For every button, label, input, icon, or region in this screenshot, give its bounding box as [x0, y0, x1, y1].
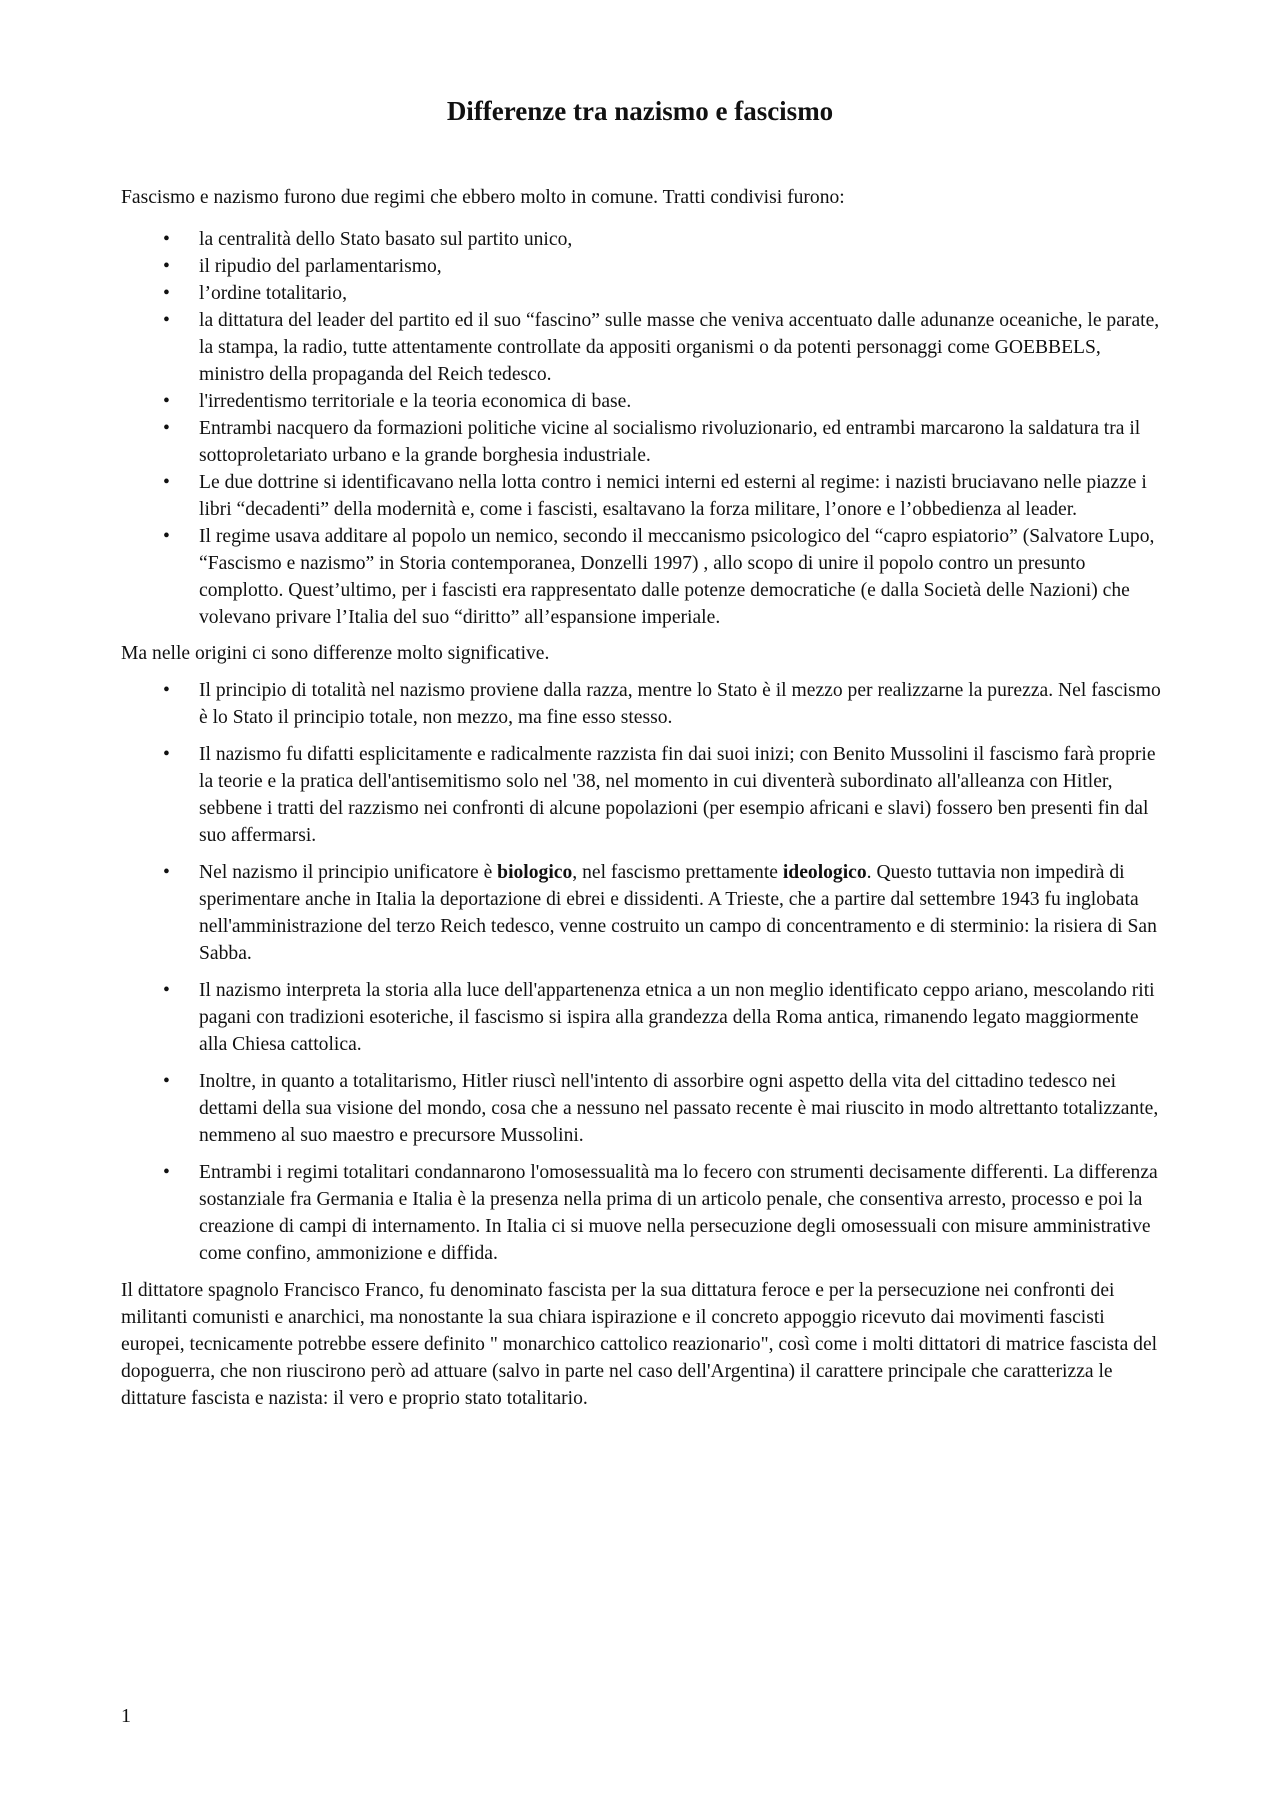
bullet-icon: •: [163, 862, 170, 883]
list-item: • Inoltre, in quanto a totalitarismo, Hitler riuscì nell'intento di assorbire ogni aspetto della vita del cittadino tedesco nei dettami della sua visione del mondo, cosa che a nessuno nel passato recente è mai riuscito in modo altrettanto totalizzante, nemmeno al suo maestro e precursore Mussolini.: [121, 1068, 1166, 1149]
list-item: • Il nazismo interpreta la storia alla luce dell'appartenenza etnica a un non meglio identificato ceppo ariano, mescolando riti pagani con tradizioni esoteriche, il fascismo si ispira alla grandezza della Roma antica, rimanendo legato maggiormente alla Chiesa cattolica.: [121, 977, 1166, 1058]
bullet-icon: •: [163, 744, 170, 765]
page-title: Differenze tra nazismo e fascismo: [446, 96, 834, 126]
list-item: • il ripudio del parlamentarismo,: [121, 253, 1166, 280]
shared-traits-list: [121, 226, 1166, 631]
bullet-icon: •: [163, 1162, 170, 1183]
bullet-icon: •: [163, 1071, 170, 1092]
list-item: • la dittatura del leader del partito ed il suo “fascino” sulle masse che veniva accentuato dalle adunanze oceaniche, le parate, la stampa, la radio, tutte attentamente controllate da appositi organismi o da potenti personaggi come GOEBBELS, ministro della propaganda del Reich tedesco.: [121, 307, 1166, 388]
bullet-icon: •: [163, 391, 170, 412]
list-item: • la centralità dello Stato basato sul partito unico,: [121, 226, 1166, 253]
page-number: 1: [121, 1705, 131, 1727]
list-item: • Le due dottrine si identificavano nella lotta contro i nemici interni ed esterni al regime: i nazisti bruciavano nelle piazze i libri “decadenti” della modernità e, come i fascisti, esaltavano la forza militare, l’onore e l’obbedienza al leader.: [121, 469, 1166, 523]
bullet-icon: •: [163, 472, 170, 493]
document-body: [121, 184, 1166, 1412]
bullet-icon: •: [163, 310, 170, 331]
intro-paragraph: Fascismo e nazismo furono due regimi che ebbero molto in comune. Tratti condivisi furono:: [121, 187, 845, 208]
bullet-icon: •: [163, 283, 170, 304]
bold-term-ideologico: ideologico: [782, 862, 867, 883]
bullet-icon: •: [163, 229, 170, 250]
bullet-icon: •: [163, 980, 170, 1001]
list-item: • l’ordine totalitario,: [121, 280, 1166, 307]
list-item: • Entrambi i regimi totalitari condannarono l'omosessualità ma lo fecero con strumenti decisamente differenti. La differenza sostanziale fra Germania e Italia è la presenza nella prima di un articolo penale, che consentiva arresto, processo e poi la creazione di campi di internamento. In Italia ci si muove nella persecuzione degli omosessuali con misure amministrative come confino, ammonizione e diffida.: [121, 1159, 1166, 1267]
list-item: • Entrambi nacquero da formazioni politiche vicine al socialismo rivoluzionario, ed entrambi marcarono la saldatura tra il sottoproletariato urbano e la grande borghesia industriale.: [121, 415, 1166, 469]
list-item: • l'irredentismo territoriale e la teoria economica di base.: [121, 388, 1166, 415]
bullet-icon: •: [163, 418, 170, 439]
list-item: • Il principio di totalità nel nazismo proviene dalla razza, mentre lo Stato è il mezzo per realizzarne la purezza. Nel fascismo è lo Stato il principio totale, non mezzo, ma fine esso stesso.: [121, 677, 1166, 731]
list-item: • Il nazismo fu difatti esplicitamente e radicalmente razzista fin dai suoi inizi; con Benito Mussolini il fascismo farà proprie la teorie e la pratica dell'antisemitismo solo nel '38, nel momento in cui diventerà subordinato all'alleanza con Hitler, sebbene i tratti del razzismo nei confronti di alcune popolazioni (per esempio africani e slavi) fossero ben presenti fin dal suo affermarsi.: [121, 741, 1166, 849]
list-item: • Nel nazismo il principio unificatore è biologico, nel fascismo prettamente ideologico. Questo tuttavia non impedirà di sperimentare anche in Italia la deportazione di ebrei e dissidenti. A Trieste, che a partire dal settembre 1943 fu inglobata nell'amministrazione del terzo Reich tedesco, venne costruito un campo di concentramento e di sterminio: la risiera di San Sabba.: [121, 859, 1166, 967]
bullet-icon: •: [163, 256, 170, 277]
bullet-icon: •: [163, 526, 170, 547]
conclusion-paragraph: Il dittatore spagnolo Francisco Franco, fu denominato fascista per la sua dittatura feroce e per la persecuzione nei confronti dei militanti comunisti e anarchici, ma nonostante la sua chiara ispirazione e il concreto appoggio ricevuto dai movimenti fascisti europei, tecnicamente potrebbe essere definito " monarchico cattolico reazionario", così come i molti dittatori di matrice fascista del dopoguerra, che non riuscirono però ad attuare (salvo in parte nel caso dell'Argentina) il carattere principale che caratterizza le dittature fascista e nazista: il vero e proprio stato totalitario.: [121, 1280, 1158, 1409]
bullet-icon: •: [163, 680, 170, 701]
list-item: • Il regime usava additare al popolo un nemico, secondo il meccanismo psicologico del “capro espiatorio” (Salvatore Lupo, “Fascismo e nazismo” in Storia contemporanea, Donzelli 1997) , allo scopo di unire il popolo contro un presunto complotto. Quest’ultimo, per i fascisti era rappresentato dalle potenze democratiche (e dalla Società delle Nazioni) che volevano privare l’Italia del suo “diritto” all’espansione imperiale.: [121, 523, 1166, 631]
bold-term-biologico: biologico: [497, 862, 573, 883]
differences-intro: Ma nelle origini ci sono differenze molto significative.: [121, 643, 550, 664]
differences-list: [121, 677, 1166, 1267]
